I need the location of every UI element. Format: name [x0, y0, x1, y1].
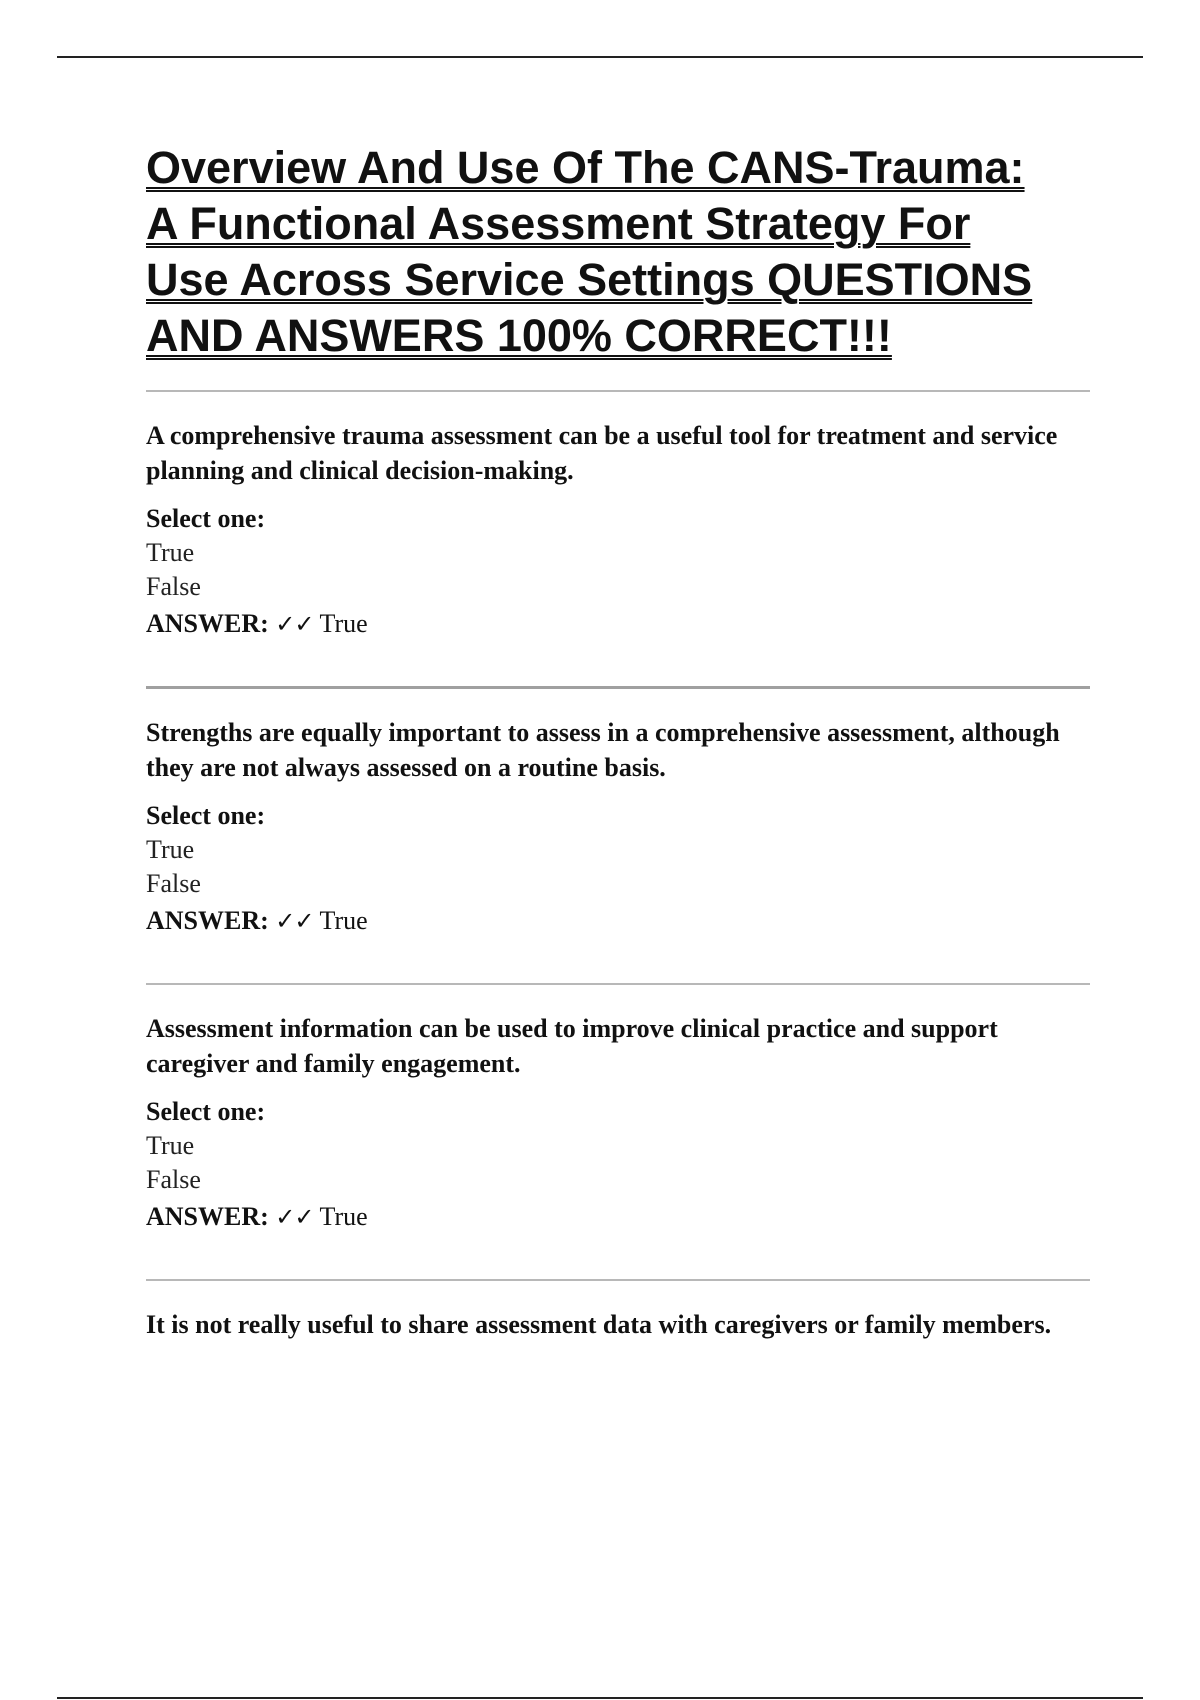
- double-check-icon: ✓✓: [275, 1203, 314, 1231]
- select-one-label: Select one:: [146, 504, 266, 533]
- option-false: False: [146, 1165, 201, 1194]
- option-true: True: [146, 538, 195, 567]
- answer-label: ANSWER:: [146, 609, 269, 638]
- option-true: True: [146, 835, 195, 864]
- document-body: [146, 140, 1090, 1356]
- question-text: It is not really useful to share assessment data with caregivers or family members.: [146, 1310, 1052, 1339]
- document-title: Overview And Use Of The CANS-Trauma: A Functional Assessment Strategy For Use Across Service Settings QUESTIONS AND ANSWERS 100% CORRECT!!!: [146, 142, 1033, 361]
- page-top-rule: [57, 56, 1143, 58]
- question-text: Assessment information can be used to improve clinical practice and support caregiver and family engagement.: [146, 1014, 998, 1078]
- option-false: False: [146, 572, 201, 601]
- answer-line: [146, 1199, 1090, 1235]
- answer-label: ANSWER:: [146, 906, 269, 935]
- question-text: A comprehensive trauma assessment can be a useful tool for treatment and service planning and clinical decision-making.: [146, 421, 1058, 485]
- select-one-label: Select one:: [146, 801, 266, 830]
- question-block: [146, 985, 1090, 1279]
- question-text: Strengths are equally important to assess in a comprehensive assessment, although they are not always assessed on a routine basis.: [146, 718, 1060, 782]
- answer-value: True: [319, 906, 368, 935]
- answer-line: [146, 606, 1090, 642]
- option-false: False: [146, 869, 201, 898]
- page-bottom-rule: [57, 1697, 1143, 1699]
- question-block: [146, 392, 1090, 686]
- double-check-icon: ✓✓: [275, 610, 314, 638]
- answer-value: True: [319, 609, 368, 638]
- select-one-label: Select one:: [146, 1097, 266, 1126]
- option-true: True: [146, 1131, 195, 1160]
- answer-line: [146, 903, 1090, 939]
- question-block: [146, 689, 1090, 983]
- double-check-icon: ✓✓: [275, 907, 314, 935]
- question-block: [146, 1281, 1090, 1342]
- answer-label: ANSWER:: [146, 1202, 269, 1231]
- answer-value: True: [319, 1202, 368, 1231]
